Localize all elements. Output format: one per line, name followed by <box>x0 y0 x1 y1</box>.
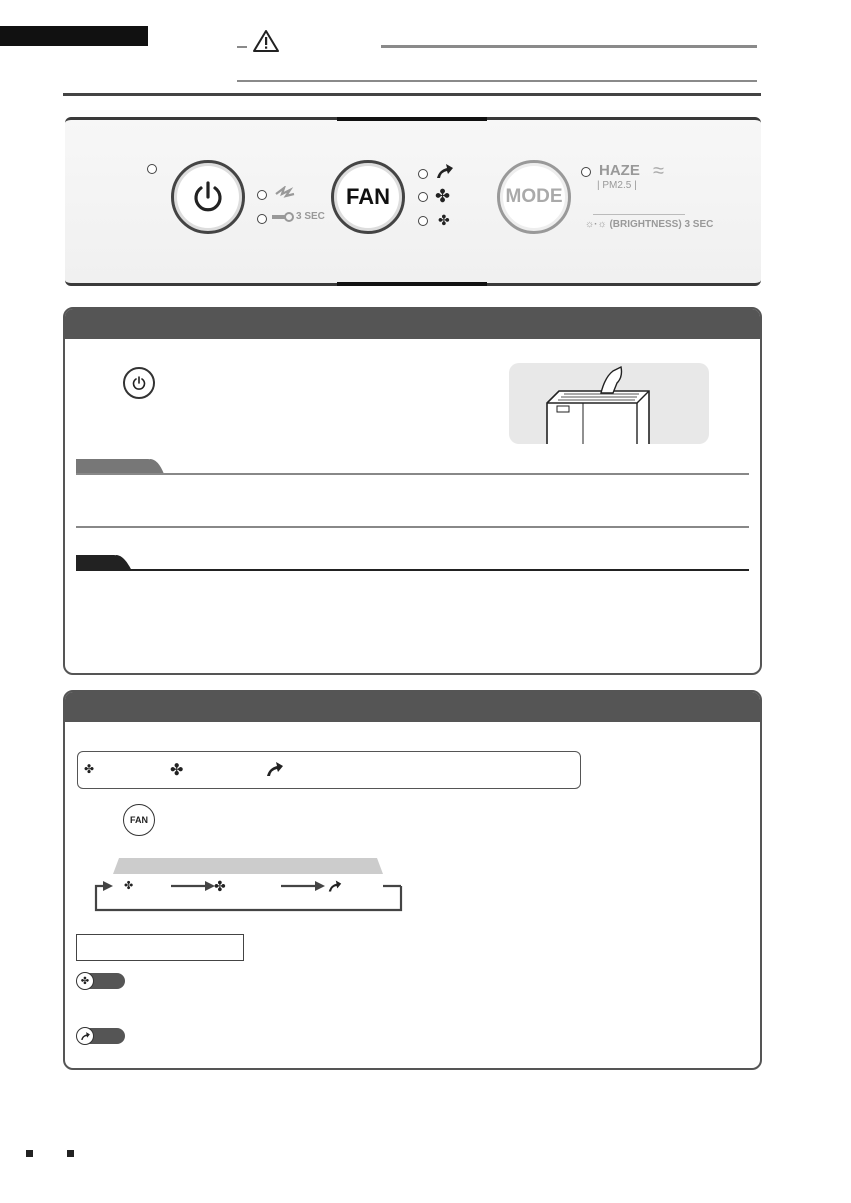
page-marker-left <box>26 1150 33 1157</box>
cycle-turbo-icon <box>327 879 343 893</box>
purifier-illustration <box>509 363 709 444</box>
fan-section-header <box>65 692 760 722</box>
haze-label: HAZE <box>599 162 640 179</box>
sleep-icon <box>272 186 296 202</box>
caution-rule <box>76 473 749 475</box>
fan-high-led <box>418 192 428 202</box>
warning-icon <box>252 29 280 53</box>
turbo-led <box>418 169 428 179</box>
power-icon <box>190 179 226 215</box>
fan-low-icon: ✤ <box>438 212 450 228</box>
haze-wave-icon: ≈ <box>653 160 664 182</box>
fan-low-icon: ✤ <box>84 762 95 776</box>
header-rule-short <box>237 46 247 48</box>
fan-cycle-diagram <box>93 858 405 914</box>
fan-high-icon: ✤ <box>170 762 184 779</box>
panel-bottom-accent <box>337 282 487 286</box>
turbo-mode-pill <box>77 1028 125 1044</box>
info-box <box>76 934 244 961</box>
mode-button[interactable] <box>497 160 571 234</box>
note-rule <box>76 569 749 571</box>
chapter-bar <box>0 26 148 46</box>
fan-button[interactable] <box>331 160 405 234</box>
fan-speed-legend <box>77 751 581 789</box>
fan-button-label: FAN <box>346 184 390 209</box>
fan-mode-pill <box>77 973 125 989</box>
turbo-icon <box>76 1027 94 1045</box>
caution-tab <box>76 459 158 473</box>
lock-duration-label: 3 SEC <box>296 211 325 222</box>
power-button-icon <box>123 367 155 399</box>
turbo-icon <box>435 162 455 180</box>
fan-icon: ✤ <box>76 972 94 990</box>
fan-button-icon-label: FAN <box>130 815 148 825</box>
power-section-header <box>65 309 760 339</box>
brightness-divider <box>593 214 685 215</box>
page-rule <box>63 93 761 96</box>
purifier-drawing <box>509 363 709 444</box>
power-led <box>147 164 157 174</box>
lock-icon <box>272 212 294 222</box>
page-marker-right <box>67 1150 74 1157</box>
turbo-icon <box>265 760 285 778</box>
haze-led <box>581 167 591 177</box>
power-button[interactable] <box>171 160 245 234</box>
fan-high-icon: ✤ <box>435 186 451 206</box>
caution-tab-slope <box>150 459 170 474</box>
panel-top-accent <box>337 117 487 121</box>
caution-end-rule <box>76 526 749 528</box>
header-rule-lower <box>237 80 757 82</box>
cycle-fan-high-icon: ✤ <box>214 878 226 894</box>
fan-button-icon <box>123 804 155 836</box>
header-rule-right <box>381 45 757 48</box>
power-icon <box>131 375 147 391</box>
sleep-led <box>257 190 267 200</box>
lock-led <box>257 214 267 224</box>
pm-label: | PM2.5 | <box>597 180 637 191</box>
brightness-icon: ☼·☼ <box>585 219 607 230</box>
control-panel <box>65 117 761 286</box>
cycle-fan-low-icon: ✤ <box>124 880 134 892</box>
brightness-label: ☼·☼ (BRIGHTNESS) 3 SEC <box>585 219 714 230</box>
mode-button-label: MODE <box>505 186 563 207</box>
fan-low-led <box>418 216 428 226</box>
